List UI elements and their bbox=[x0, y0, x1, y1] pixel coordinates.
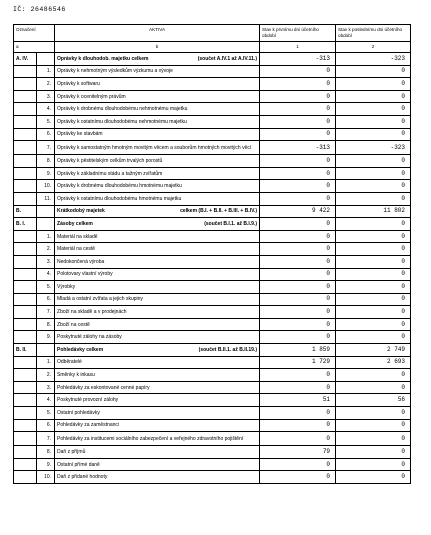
row-value-prev: 0 bbox=[260, 192, 336, 205]
row-number: 8. bbox=[37, 446, 55, 459]
row-value-prev: 0 bbox=[260, 471, 336, 484]
row-number: 3. bbox=[37, 90, 55, 103]
row-label: Mladá a ostatní zvířata a jejich skupiny bbox=[57, 296, 143, 303]
row-label-cell bbox=[55, 281, 260, 294]
row-number: 4. bbox=[37, 268, 55, 281]
row-label: Daň z příjmů bbox=[57, 449, 86, 456]
row-label-cell bbox=[55, 458, 260, 471]
row-label-cell bbox=[55, 394, 260, 407]
row-value-prev: 0 bbox=[260, 103, 336, 116]
table-row bbox=[14, 243, 411, 256]
table-row bbox=[14, 103, 411, 116]
row-code bbox=[14, 394, 37, 407]
row-number: 7. bbox=[37, 432, 55, 446]
row-label: Oprávky k základnímu stádu a tažným zvířatům bbox=[57, 170, 163, 177]
table-subheader bbox=[14, 42, 411, 53]
row-label: Oprávky k pěstitelským celkům trvalých porostů bbox=[57, 157, 163, 164]
row-value-last: 0 bbox=[336, 180, 411, 193]
table-row bbox=[14, 53, 411, 66]
row-label-cell bbox=[55, 369, 260, 382]
row-label-cell bbox=[55, 65, 260, 78]
row-number: 6. bbox=[37, 293, 55, 306]
row-label-wrap bbox=[57, 436, 257, 442]
row-value-prev: 0 bbox=[260, 155, 336, 168]
row-label: Pohledávky celkem bbox=[57, 346, 104, 353]
table-row bbox=[14, 141, 411, 155]
row-label-wrap bbox=[57, 359, 257, 365]
row-label-cell bbox=[55, 306, 260, 319]
row-value-prev: 0 bbox=[260, 293, 336, 306]
row-code bbox=[14, 115, 37, 128]
row-label-cell bbox=[55, 268, 260, 281]
row-value-prev: 0 bbox=[260, 318, 336, 331]
row-value-prev: 0 bbox=[260, 369, 336, 382]
row-code: A. IV. bbox=[14, 53, 37, 66]
row-value-prev: 0 bbox=[260, 243, 336, 256]
row-code bbox=[14, 103, 37, 116]
row-code bbox=[14, 65, 37, 78]
row-code bbox=[14, 356, 37, 369]
table-header bbox=[14, 25, 411, 42]
row-label: Pohledávky za eskontované cenné papíry bbox=[57, 384, 150, 391]
row-value-prev: 0 bbox=[260, 230, 336, 243]
row-code bbox=[14, 90, 37, 103]
row-label: Krátkodobý majetek bbox=[57, 208, 105, 215]
row-code bbox=[14, 141, 37, 155]
row-code bbox=[14, 78, 37, 91]
row-label-wrap bbox=[57, 56, 257, 62]
row-code bbox=[14, 180, 37, 193]
row-code: B. bbox=[14, 205, 37, 218]
table-row bbox=[14, 180, 411, 193]
row-value-prev: 9 422 bbox=[260, 205, 336, 218]
row-code: B. I. bbox=[14, 218, 37, 231]
row-number: 2. bbox=[37, 243, 55, 256]
table-row bbox=[14, 432, 411, 446]
row-label: Pohledávky za zaměstnanci bbox=[57, 422, 119, 429]
row-label-wrap bbox=[57, 347, 257, 353]
row-value-prev: 0 bbox=[260, 407, 336, 420]
table-row bbox=[14, 192, 411, 205]
row-label-cell bbox=[55, 78, 260, 91]
row-label: Oprávky k drobnému dlouhodobému nehmotnému majetku bbox=[57, 106, 188, 113]
row-label-wrap bbox=[57, 296, 257, 302]
row-code bbox=[14, 268, 37, 281]
row-label-wrap bbox=[57, 284, 257, 290]
row-label: Oprávky k samostatným hmotným movitým věcem a souborům hmotných movitých věcí bbox=[57, 144, 252, 151]
row-number: 9. bbox=[37, 331, 55, 344]
table-row bbox=[14, 78, 411, 91]
row-label-cell bbox=[55, 381, 260, 394]
row-label-cell bbox=[55, 115, 260, 128]
row-number: 3. bbox=[37, 381, 55, 394]
table-row bbox=[14, 356, 411, 369]
row-code bbox=[14, 293, 37, 306]
row-number: 4. bbox=[37, 394, 55, 407]
subheader-1: 1 bbox=[260, 42, 336, 53]
row-code bbox=[14, 255, 37, 268]
row-label: Poskytnuté zálohy na zásoby bbox=[57, 334, 122, 341]
row-label: Oprávky k drobnému dlouhodobému hmotnému majetku bbox=[57, 183, 182, 190]
row-label-wrap bbox=[57, 145, 257, 151]
ico-label: IČ: 26486546 bbox=[13, 6, 66, 13]
row-label-wrap bbox=[57, 196, 257, 202]
row-label: Oprávky ke stavbám bbox=[57, 131, 103, 138]
row-formula: (součet B.II.1. až B.II.19.) bbox=[198, 346, 258, 353]
row-number bbox=[37, 344, 55, 357]
row-label-wrap bbox=[57, 449, 257, 455]
row-number: 9. bbox=[37, 458, 55, 471]
row-label-cell bbox=[55, 331, 260, 344]
row-label-wrap bbox=[57, 422, 257, 428]
row-code bbox=[14, 446, 37, 459]
table-row bbox=[14, 419, 411, 432]
row-label-wrap bbox=[57, 208, 257, 214]
row-value-prev: 0 bbox=[260, 331, 336, 344]
header-aktiva: AKTIVA bbox=[55, 25, 260, 42]
row-label-wrap bbox=[57, 372, 257, 378]
row-value-last: 0 bbox=[336, 255, 411, 268]
row-label-cell bbox=[55, 407, 260, 420]
row-value-last: 0 bbox=[336, 471, 411, 484]
row-number: 6. bbox=[37, 128, 55, 141]
table-row bbox=[14, 167, 411, 180]
row-code bbox=[14, 281, 37, 294]
row-label-wrap bbox=[57, 271, 257, 277]
row-value-prev: 0 bbox=[260, 128, 336, 141]
row-label-wrap bbox=[57, 171, 257, 177]
row-label-wrap bbox=[57, 385, 257, 391]
row-value-last: 0 bbox=[336, 230, 411, 243]
row-label: Materiál na skladě bbox=[57, 233, 98, 240]
row-label: Oprávky k nehmotným výsledkům výzkumu a vývoje bbox=[57, 68, 173, 75]
row-value-last: 2 693 bbox=[336, 356, 411, 369]
row-label-cell bbox=[55, 230, 260, 243]
row-value-prev: 0 bbox=[260, 281, 336, 294]
row-label: Zboží na skladě a v prodejnách bbox=[57, 309, 127, 316]
row-value-prev: 0 bbox=[260, 419, 336, 432]
row-code bbox=[14, 243, 37, 256]
row-value-last: 0 bbox=[336, 65, 411, 78]
row-label: Nedokončená výroba bbox=[57, 258, 105, 265]
row-label-cell bbox=[55, 90, 260, 103]
row-label-cell bbox=[55, 192, 260, 205]
row-code bbox=[14, 381, 37, 394]
row-formula: (součet B.I.1. až B.I.9.) bbox=[204, 220, 258, 227]
row-label-cell bbox=[55, 218, 260, 231]
subheader-2: 2 bbox=[336, 42, 411, 53]
row-value-prev: 0 bbox=[260, 306, 336, 319]
row-value-prev: -313 bbox=[260, 53, 336, 66]
row-label-wrap bbox=[57, 397, 257, 403]
header-oznaceni: Označení bbox=[14, 25, 55, 42]
row-label: Oprávky k ostatnímu dlouhodobému hmotnému majetku bbox=[57, 195, 182, 202]
row-value-prev: 0 bbox=[260, 115, 336, 128]
row-label-cell bbox=[55, 344, 260, 357]
table-row bbox=[14, 381, 411, 394]
row-value-last: 0 bbox=[336, 331, 411, 344]
row-number: 10. bbox=[37, 180, 55, 193]
table-row bbox=[14, 155, 411, 168]
row-value-last: 0 bbox=[336, 268, 411, 281]
row-label-cell bbox=[55, 318, 260, 331]
row-label-cell bbox=[55, 255, 260, 268]
row-value-last: -323 bbox=[336, 141, 411, 155]
row-value-prev: 51 bbox=[260, 394, 336, 407]
row-value-prev: 0 bbox=[260, 90, 336, 103]
row-code bbox=[14, 155, 37, 168]
table-row bbox=[14, 446, 411, 459]
row-label: Ostatní přímé daně bbox=[57, 461, 100, 468]
row-label: Oprávky k dlouhodob. majetku celkem bbox=[57, 55, 149, 62]
row-number: 7. bbox=[37, 306, 55, 319]
row-number: 6. bbox=[37, 419, 55, 432]
row-code bbox=[14, 331, 37, 344]
row-value-prev: 1 859 bbox=[260, 344, 336, 357]
row-code bbox=[14, 419, 37, 432]
row-value-last: 0 bbox=[336, 155, 411, 168]
row-number: 1. bbox=[37, 65, 55, 78]
row-label-cell bbox=[55, 167, 260, 180]
row-number: 4. bbox=[37, 103, 55, 116]
row-number: 1. bbox=[37, 356, 55, 369]
table-row bbox=[14, 344, 411, 357]
subheader-a: a bbox=[14, 42, 55, 53]
row-value-prev: 0 bbox=[260, 458, 336, 471]
row-value-prev: 0 bbox=[260, 167, 336, 180]
table-row bbox=[14, 65, 411, 78]
row-number bbox=[37, 218, 55, 231]
row-label-cell bbox=[55, 446, 260, 459]
row-value-last: 0 bbox=[336, 381, 411, 394]
table-row bbox=[14, 268, 411, 281]
row-label-wrap bbox=[57, 81, 257, 87]
row-label-cell bbox=[55, 432, 260, 446]
row-label: Oprávky k ocenitelným právům bbox=[57, 93, 126, 100]
row-number: 8. bbox=[37, 155, 55, 168]
row-label-wrap bbox=[57, 334, 257, 340]
row-number: 2. bbox=[37, 369, 55, 382]
balance-sheet-table bbox=[13, 24, 411, 484]
row-value-last: 0 bbox=[336, 432, 411, 446]
row-label-wrap bbox=[57, 322, 257, 328]
row-label: Oprávky k softwaru bbox=[57, 80, 100, 87]
row-label-cell bbox=[55, 243, 260, 256]
row-value-last: 0 bbox=[336, 369, 411, 382]
row-label-wrap bbox=[57, 309, 257, 315]
row-value-last: 0 bbox=[336, 446, 411, 459]
row-value-last: 0 bbox=[336, 458, 411, 471]
table-row bbox=[14, 230, 411, 243]
row-label-wrap bbox=[57, 234, 257, 240]
table-row bbox=[14, 115, 411, 128]
row-label: Pohledávky za institucemi sociálního zabezpečení a veřejného zdravotního pojištění bbox=[57, 435, 244, 442]
row-code bbox=[14, 128, 37, 141]
row-label-wrap bbox=[57, 259, 257, 265]
table-row bbox=[14, 471, 411, 484]
row-code bbox=[14, 407, 37, 420]
row-number: 5. bbox=[37, 281, 55, 294]
row-number bbox=[37, 53, 55, 66]
row-label: Ostatní pohledávky bbox=[57, 409, 100, 416]
row-code bbox=[14, 458, 37, 471]
row-label: Materiál na cestě bbox=[57, 246, 96, 253]
row-label-wrap bbox=[57, 68, 257, 74]
row-label-cell bbox=[55, 293, 260, 306]
row-value-last: 0 bbox=[336, 407, 411, 420]
row-number: 11. bbox=[37, 192, 55, 205]
row-value-prev: 0 bbox=[260, 218, 336, 231]
header-last-period: Stav k poslednímu dni účetního období bbox=[336, 25, 411, 42]
table-row bbox=[14, 407, 411, 420]
table-row bbox=[14, 90, 411, 103]
row-value-prev: -313 bbox=[260, 141, 336, 155]
row-label: Oprávky k ostatnímu dlouhodobému nehmotnému majetku bbox=[57, 118, 187, 125]
table-row bbox=[14, 205, 411, 218]
table-row bbox=[14, 458, 411, 471]
row-value-prev: 0 bbox=[260, 432, 336, 446]
table-row bbox=[14, 255, 411, 268]
row-value-last: 0 bbox=[336, 293, 411, 306]
row-value-last: 0 bbox=[336, 218, 411, 231]
row-number: 1. bbox=[37, 230, 55, 243]
row-value-prev: 1 729 bbox=[260, 356, 336, 369]
table-row bbox=[14, 369, 411, 382]
row-value-prev: 0 bbox=[260, 78, 336, 91]
row-number: 5. bbox=[37, 115, 55, 128]
row-value-last: 0 bbox=[336, 419, 411, 432]
row-label-wrap bbox=[57, 474, 257, 480]
table-row bbox=[14, 281, 411, 294]
row-value-last: 56 bbox=[336, 394, 411, 407]
row-label: Daň z přidané hodnoty bbox=[57, 474, 108, 481]
row-value-last: 0 bbox=[336, 128, 411, 141]
row-label: Výrobky bbox=[57, 283, 76, 290]
row-number: 8. bbox=[37, 318, 55, 331]
row-label-wrap bbox=[57, 158, 257, 164]
row-label-cell bbox=[55, 180, 260, 193]
row-value-prev: 0 bbox=[260, 180, 336, 193]
row-label-wrap bbox=[57, 106, 257, 112]
table-row bbox=[14, 306, 411, 319]
row-value-last: 2 749 bbox=[336, 344, 411, 357]
row-label-wrap bbox=[57, 119, 257, 125]
row-label-cell bbox=[55, 103, 260, 116]
row-formula: celkem (B.I. + B.II. + B.III. + B.IV.) bbox=[180, 208, 258, 215]
row-code bbox=[14, 432, 37, 446]
row-value-last: 0 bbox=[336, 103, 411, 116]
table-row bbox=[14, 331, 411, 344]
row-code bbox=[14, 167, 37, 180]
row-label: Zásoby celkem bbox=[57, 220, 93, 227]
row-number: 2. bbox=[37, 78, 55, 91]
row-label-wrap bbox=[57, 183, 257, 189]
row-value-last: 11 802 bbox=[336, 205, 411, 218]
row-value-last: 0 bbox=[336, 78, 411, 91]
row-number: 9. bbox=[37, 167, 55, 180]
row-label: Poskytnuté provozní zálohy bbox=[57, 397, 119, 404]
row-label-wrap bbox=[57, 131, 257, 137]
row-label-cell bbox=[55, 471, 260, 484]
row-label-cell bbox=[55, 205, 260, 218]
row-label-cell bbox=[55, 141, 260, 155]
row-value-prev: 0 bbox=[260, 255, 336, 268]
row-code bbox=[14, 306, 37, 319]
row-number: 10. bbox=[37, 471, 55, 484]
row-code bbox=[14, 318, 37, 331]
row-value-prev: 0 bbox=[260, 381, 336, 394]
subheader-b: b bbox=[55, 42, 260, 53]
row-label-wrap bbox=[57, 410, 257, 416]
row-value-last: 0 bbox=[336, 192, 411, 205]
row-label-wrap bbox=[57, 246, 257, 252]
row-value-last: 0 bbox=[336, 318, 411, 331]
row-label-wrap bbox=[57, 462, 257, 468]
row-value-last: -323 bbox=[336, 53, 411, 66]
row-label: Směnky k inkasu bbox=[57, 372, 95, 379]
row-value-prev: 0 bbox=[260, 65, 336, 78]
row-label: Odběratelé bbox=[57, 359, 82, 366]
row-label: Zboží na cestě bbox=[57, 321, 90, 328]
table-row bbox=[14, 318, 411, 331]
row-number: 3. bbox=[37, 255, 55, 268]
row-code bbox=[14, 471, 37, 484]
table-row bbox=[14, 218, 411, 231]
row-code bbox=[14, 369, 37, 382]
row-label-cell bbox=[55, 128, 260, 141]
row-value-last: 0 bbox=[336, 243, 411, 256]
row-label-wrap bbox=[57, 94, 257, 100]
row-code: B. II. bbox=[14, 344, 37, 357]
row-formula: (součet A.IV.1 až A.IV.11.) bbox=[197, 55, 258, 62]
row-value-last: 0 bbox=[336, 306, 411, 319]
row-label: Polotovary vlastní výroby bbox=[57, 271, 113, 278]
row-value-last: 0 bbox=[336, 90, 411, 103]
row-label-cell bbox=[55, 356, 260, 369]
header-prev-period: Stav k prvnímu dni účetního období bbox=[260, 25, 336, 42]
row-value-last: 0 bbox=[336, 167, 411, 180]
row-value-prev: 79 bbox=[260, 446, 336, 459]
row-value-last: 0 bbox=[336, 281, 411, 294]
row-label-cell bbox=[55, 53, 260, 66]
table-row bbox=[14, 394, 411, 407]
row-label-cell bbox=[55, 155, 260, 168]
row-number: 7. bbox=[37, 141, 55, 155]
table-row bbox=[14, 128, 411, 141]
row-number: 5. bbox=[37, 407, 55, 420]
row-label-wrap bbox=[57, 221, 257, 227]
row-number bbox=[37, 205, 55, 218]
table-row bbox=[14, 293, 411, 306]
row-code bbox=[14, 192, 37, 205]
row-label-cell bbox=[55, 419, 260, 432]
row-value-last: 0 bbox=[336, 115, 411, 128]
row-code bbox=[14, 230, 37, 243]
row-value-prev: 0 bbox=[260, 268, 336, 281]
